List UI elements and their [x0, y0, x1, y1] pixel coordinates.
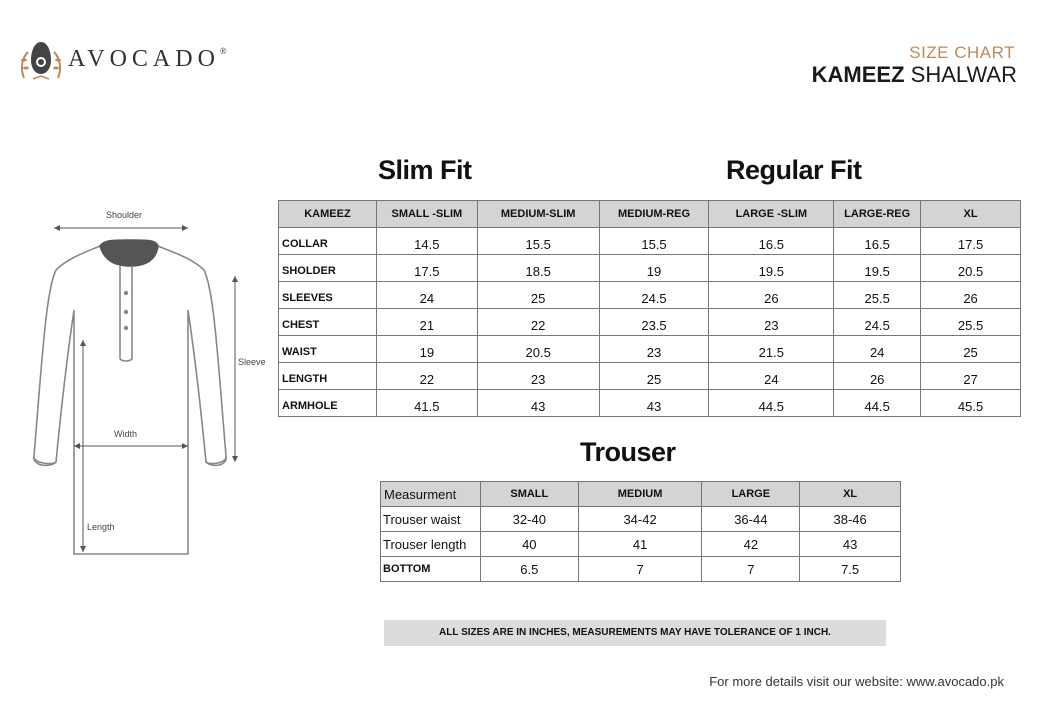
table-cell: 22	[477, 309, 599, 336]
table-cell: 16.5	[834, 228, 921, 255]
measurement-note: ALL SIZES ARE IN INCHES, MEASUREMENTS MAY HAVE TOLERANCE OF 1 INCH.	[384, 620, 886, 646]
table-row	[279, 390, 1021, 417]
table-cell: 17.5	[376, 255, 477, 282]
table-row	[279, 255, 1021, 282]
column-header: MEDIUM-SLIM	[477, 201, 599, 228]
length-label: Length	[87, 522, 115, 532]
kameez-diagram	[20, 200, 275, 570]
row-label: ARMHOLE	[279, 390, 377, 417]
table-row	[279, 309, 1021, 336]
table-cell: 24	[834, 336, 921, 363]
brand-logo	[18, 38, 268, 84]
table-cell: 42	[702, 532, 800, 557]
table-cell: 24.5	[599, 282, 709, 309]
column-header: MEDIUM-REG	[599, 201, 709, 228]
table-cell: 24	[376, 282, 477, 309]
column-header: SMALL	[480, 482, 578, 507]
column-header: LARGE	[702, 482, 800, 507]
row-label: SHOLDER	[279, 255, 377, 282]
table-row	[381, 557, 901, 582]
table-cell: 20.5	[477, 336, 599, 363]
row-label: LENGTH	[279, 363, 377, 390]
shoulder-dimension	[54, 210, 188, 231]
regular-fit-heading: Regular Fit	[726, 155, 862, 185]
kameez-size-table	[278, 200, 1021, 417]
table-row	[279, 336, 1021, 363]
table-cell: 6.5	[480, 557, 578, 582]
column-header: LARGE-REG	[834, 201, 921, 228]
width-label: Width	[114, 429, 138, 439]
table-cell: 18.5	[477, 255, 599, 282]
table-cell: 24	[709, 363, 834, 390]
table-cell: 45.5	[921, 390, 1021, 417]
table-cell: 15.5	[477, 228, 599, 255]
table-cell: 23	[599, 336, 709, 363]
table-cell: 21	[376, 309, 477, 336]
trouser-heading: Trouser	[580, 437, 676, 467]
table-cell: 32-40	[480, 507, 578, 532]
width-dimension	[74, 429, 188, 449]
header-title	[812, 62, 1017, 88]
row-label: Trouser length	[381, 532, 481, 557]
table-cell: 14.5	[376, 228, 477, 255]
table-cell: 23	[709, 309, 834, 336]
row-label: Trouser waist	[381, 507, 481, 532]
row-label: SLEEVES	[279, 282, 377, 309]
table-header-row	[381, 482, 901, 507]
table-cell: 19.5	[834, 255, 921, 282]
column-header: XL	[921, 201, 1021, 228]
table-cell: 40	[480, 532, 578, 557]
table-cell: 25	[599, 363, 709, 390]
table-cell: 27	[921, 363, 1021, 390]
table-cell: 43	[599, 390, 709, 417]
table-cell: 25	[921, 336, 1021, 363]
table-cell: 7	[578, 557, 702, 582]
row-label: COLLAR	[279, 228, 377, 255]
table-cell: 23	[477, 363, 599, 390]
kameez-outline	[34, 240, 226, 554]
column-header: LARGE -SLIM	[709, 201, 834, 228]
table-cell: 26	[921, 282, 1021, 309]
table-cell: 20.5	[921, 255, 1021, 282]
table-cell: 25	[477, 282, 599, 309]
row-label: CHEST	[279, 309, 377, 336]
title-bold: KAMEEZ	[811, 62, 905, 87]
table-cell: 41	[578, 532, 702, 557]
table-cell: 23.5	[599, 309, 709, 336]
table-cell: 7.5	[800, 557, 901, 582]
table-cell: 26	[834, 363, 921, 390]
table-row	[279, 228, 1021, 255]
sleeve-label: Sleeve	[238, 357, 266, 367]
button-icons	[124, 291, 128, 330]
row-label: WAIST	[279, 336, 377, 363]
column-header: Measurment	[381, 482, 481, 507]
table-cell: 17.5	[921, 228, 1021, 255]
column-header: SMALL -SLIM	[376, 201, 477, 228]
table-cell: 25.5	[834, 282, 921, 309]
website-footer: For more details visit our website: www.avocado.pk	[709, 674, 1004, 689]
registered-mark: ®	[219, 46, 227, 56]
row-label: BOTTOM	[381, 557, 481, 582]
table-cell: 44.5	[834, 390, 921, 417]
table-cell: 44.5	[709, 390, 834, 417]
table-cell: 41.5	[376, 390, 477, 417]
table-cell: 7	[702, 557, 800, 582]
table-cell: 15.5	[599, 228, 709, 255]
table-cell: 26	[709, 282, 834, 309]
table-cell: 38-46	[800, 507, 901, 532]
trouser-size-table	[380, 481, 901, 582]
table-cell: 19.5	[709, 255, 834, 282]
column-header: KAMEEZ	[279, 201, 377, 228]
table-cell: 24.5	[834, 309, 921, 336]
table-row	[279, 282, 1021, 309]
table-cell: 19	[599, 255, 709, 282]
table-cell: 34-42	[578, 507, 702, 532]
table-cell: 19	[376, 336, 477, 363]
column-header: MEDIUM	[578, 482, 702, 507]
table-cell: 43	[477, 390, 599, 417]
table-header-row	[279, 201, 1021, 228]
table-cell: 43	[800, 532, 901, 557]
table-row	[381, 507, 901, 532]
table-row	[381, 532, 901, 557]
header-subtitle: SIZE CHART	[909, 43, 1015, 62]
table-cell: 22	[376, 363, 477, 390]
table-cell: 21.5	[709, 336, 834, 363]
sleeve-dimension	[232, 276, 266, 462]
shoulder-label: Shoulder	[106, 210, 143, 220]
brand-name: AVOCADO®	[68, 46, 227, 72]
table-cell: 25.5	[921, 309, 1021, 336]
column-header: XL	[800, 482, 901, 507]
table-cell: 16.5	[709, 228, 834, 255]
title-rest: SHALWAR	[904, 62, 1017, 87]
table-cell: 36-44	[702, 507, 800, 532]
table-row	[279, 363, 1021, 390]
avocado-emblem-icon	[18, 38, 64, 84]
slim-fit-heading: Slim Fit	[378, 155, 472, 185]
